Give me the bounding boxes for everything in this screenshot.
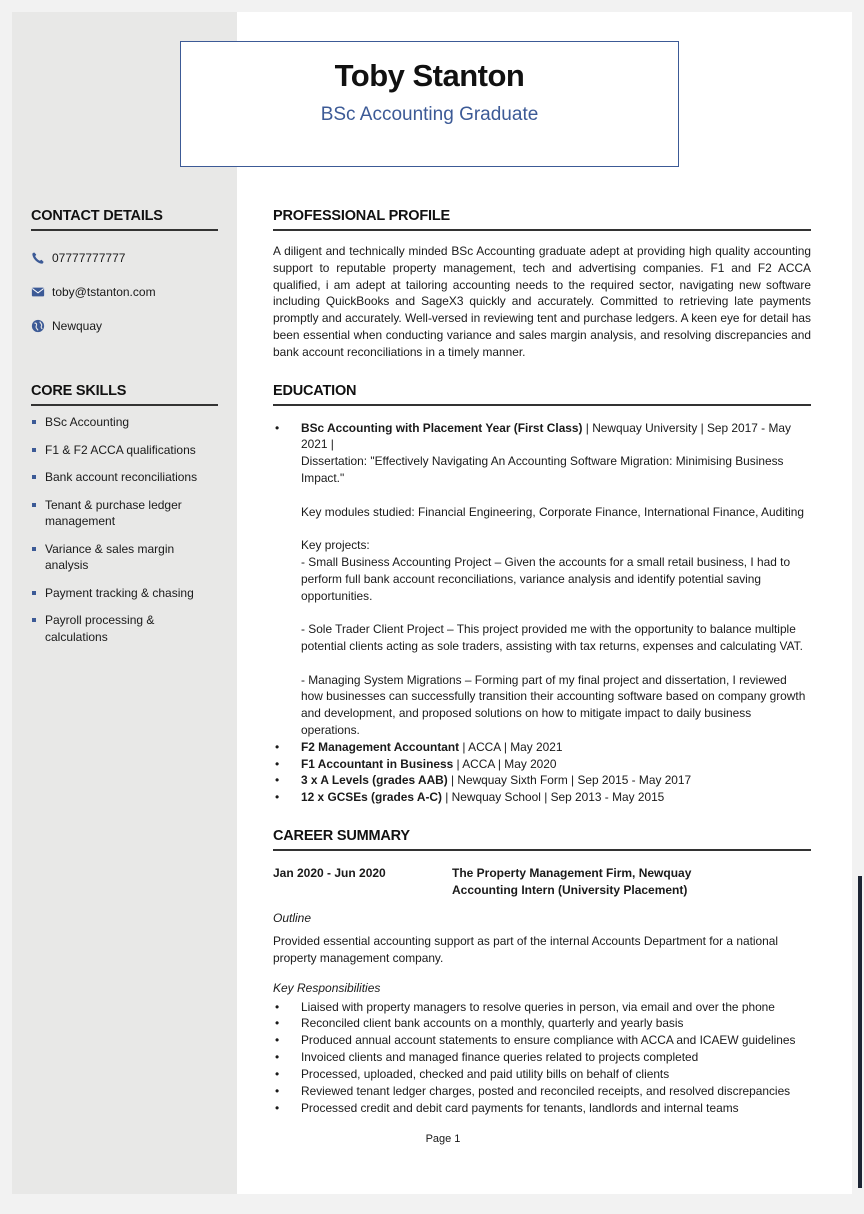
list-item: • Reviewed tenant ledger charges, posted and reconciled receipts, and resolved discrepancies (273, 1083, 811, 1100)
page-number: Page 1 (425, 1133, 461, 1145)
list-item: • Processed credit and debit card payments for tenants, landlords and internal teams (273, 1100, 811, 1117)
sidebar (31, 208, 218, 656)
contact-email (31, 275, 218, 309)
contact-phone-text: 07777777777 (52, 251, 126, 265)
skills-heading: CORE SKILLS (31, 383, 218, 406)
list-item: Bank account reconciliations (31, 469, 218, 486)
list-item: Tenant & purchase ledger management (31, 497, 218, 530)
list-item: • Invoiced clients and managed finance queries related to projects completed (273, 1049, 811, 1066)
cv-page (12, 12, 852, 1194)
list-item: • Produced annual account statements to ensure compliance with ACCA and ICAEW guidelines (273, 1032, 811, 1049)
list-item (273, 739, 811, 756)
projects-label: Key projects: (301, 538, 370, 553)
list-item: BSc Accounting (31, 414, 218, 431)
qualification-details: | Newquay Sixth Form | Sep 2015 - May 2017 (447, 773, 692, 788)
profile-text: A diligent and technically minded BSc Accounting graduate adept at providing high quality accounting support to reputable property management, tech and advertising companies. F1 and F2 ACCA qualified, i am adept at tailoring accounting needs to the required sector, navigating new software including QuickBooks and SageX3 quickly and accurately. Committed to retrieving late payments promptly and accurately. Well-versed in reviewing tent and purchase ledgers. A keen eye for detail has been essential when conducting variance and sales margin analysis, and resolving discrepancies and bank account reconciliations in a timely manner. (273, 244, 811, 359)
right-edge-shadow (858, 876, 862, 1188)
candidate-name: Toby Stanton (334, 58, 525, 93)
career-heading: CAREER SUMMARY (273, 828, 811, 851)
candidate-title: BSc Accounting Graduate (320, 104, 539, 125)
qualification-title: 3 x A Levels (grades AAB) (301, 773, 448, 788)
list-item (273, 789, 811, 806)
project-item: - Sole Trader Client Project – This project provided me with the opportunity to balance multiple potential clients acting as sole traders, assisting with tax returns, expenses and calculating VAT. (301, 622, 803, 653)
contact-heading: CONTACT DETAILS (31, 208, 218, 231)
career-employer: The Property Management Firm, Newquay (452, 865, 692, 880)
degree-title: BSc Accounting with Placement Year (First Class) (301, 420, 583, 435)
list-item (273, 772, 811, 789)
skills-section (31, 383, 218, 645)
qualification-title: 12 x GCSEs (grades A-C) (301, 790, 442, 805)
envelope-icon (31, 285, 45, 299)
degree-line (301, 421, 791, 452)
qualification-details: | ACCA | May 2021 (459, 739, 563, 754)
career-date: Jan 2020 - Jun 2020 (273, 865, 386, 880)
education-heading: EDUCATION (273, 383, 811, 406)
list-item (273, 756, 811, 773)
contact-location (31, 309, 218, 343)
main-column (273, 208, 811, 1117)
list-item: Payment tracking & chasing (31, 585, 218, 602)
outline-label: Outline (273, 910, 312, 925)
contact-phone (31, 241, 218, 275)
list-item: • Reconciled client bank accounts on a monthly, quarterly and yearly basis (273, 1015, 811, 1032)
career-employer-block (452, 865, 691, 899)
list-item (273, 420, 811, 739)
list-item: Variance & sales margin analysis (31, 541, 218, 574)
contact-location-text: Newquay (52, 319, 103, 333)
contact-list (31, 241, 218, 343)
profile-heading: PROFESSIONAL PROFILE (273, 208, 811, 231)
list-item: F1 & F2 ACCA qualifications (31, 442, 218, 459)
contact-email-text: toby@tstanton.com (52, 285, 156, 299)
outline-text: Provided essential accounting support as part of the internal Accounts Department for a national property management company. (273, 933, 778, 965)
responsibilities-list (273, 999, 811, 1117)
phone-icon (31, 251, 45, 265)
career-entry-header (273, 865, 811, 899)
career-section (273, 828, 811, 1117)
project-item: - Managing System Migrations – Forming part of my final project and dissertation, I reviewed how businesses can successfully transition their accounting software based on company growth and development, and proposed solutions on how to mitigate impact to daily business operations. (301, 672, 806, 737)
key-modules: Key modules studied: Financial Engineering, Corporate Finance, International Finance, Auditing (301, 504, 805, 519)
globe-icon (31, 319, 45, 333)
qualification-title: F2 Management Accountant (301, 739, 460, 754)
header-box (180, 41, 679, 167)
qualification-title: F1 Accountant in Business (301, 756, 454, 771)
list-item: • Processed, uploaded, checked and paid utility bills on behalf of clients (273, 1066, 811, 1083)
qualification-details: | ACCA | May 2020 (453, 756, 557, 771)
skills-list (31, 414, 218, 645)
education-list (273, 420, 811, 806)
responsibilities-label: Key Responsibilities (273, 980, 381, 995)
career-role: Accounting Intern (University Placement) (452, 882, 688, 897)
dissertation: Dissertation: "Effectively Navigating An Accounting Software Migration: Minimising Business Impact." (301, 454, 784, 485)
education-section (273, 383, 811, 806)
degree-details: | Newquay University | Sep 2017 - May 2021 | (301, 420, 791, 452)
list-item: • Liaised with property managers to resolve queries in person, via email and over the phone (273, 999, 811, 1016)
project-item: - Small Business Accounting Project – Given the accounts for a small retail business, I had to perform full bank account reconciliations, variance analysis and identify potential saving opportunities. (301, 554, 791, 603)
list-item: Payroll processing & calculations (31, 612, 218, 645)
qualification-details: | Newquay School | Sep 2013 - May 2015 (441, 790, 665, 805)
